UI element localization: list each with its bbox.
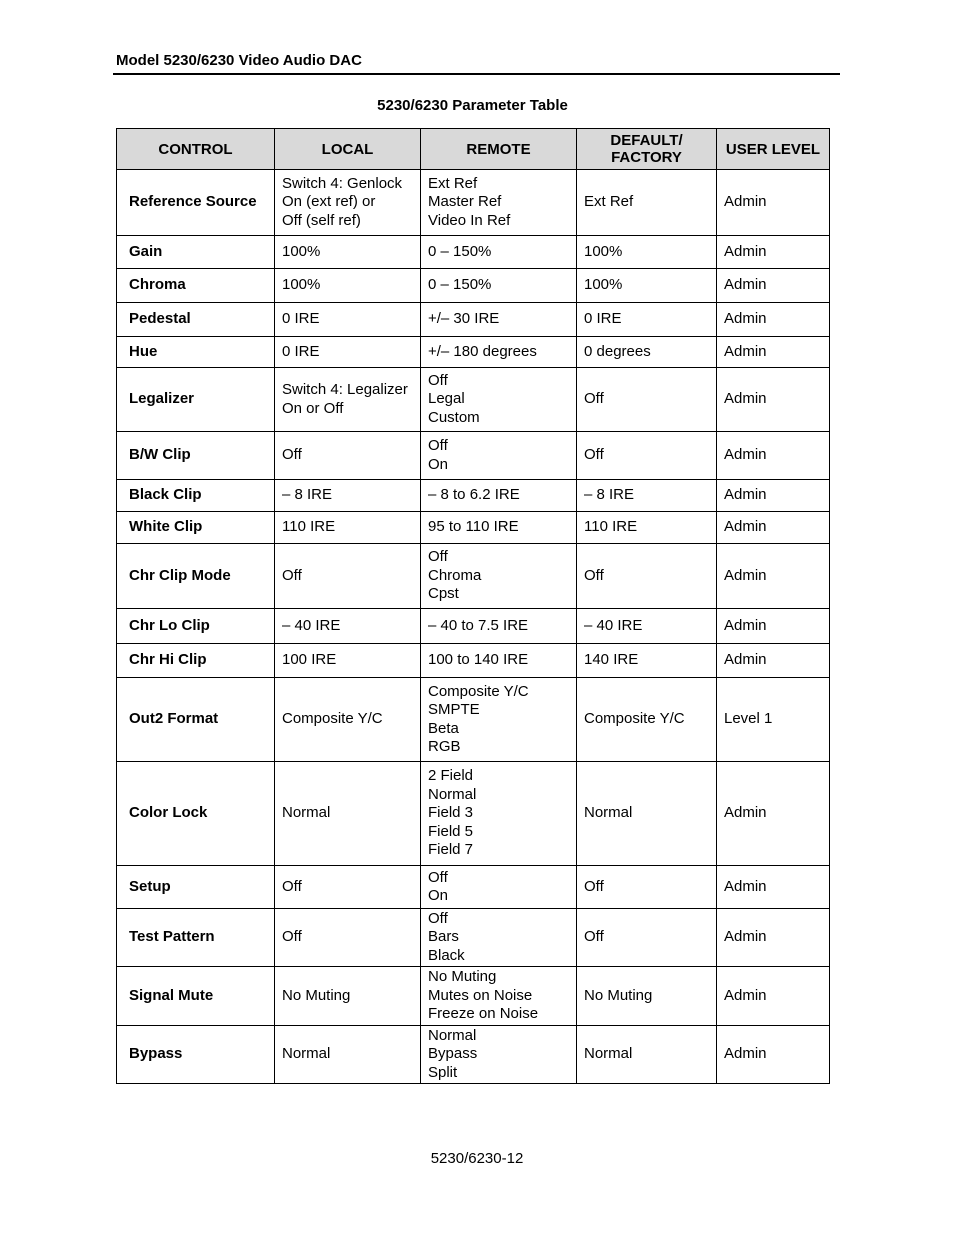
cell-control: Black Clip [117, 480, 275, 512]
cell-default-line: – 8 IRE [584, 486, 635, 504]
cell-local [275, 480, 421, 512]
cell-remote-line: On [428, 455, 449, 473]
cell-remote-line: Composite Y/C [428, 682, 529, 700]
cell-remote-line: No Muting [428, 968, 497, 986]
cell-remote [421, 337, 577, 368]
cell-default-line: 0 IRE [584, 310, 622, 328]
cell-local [275, 236, 421, 269]
cell-control: Gain [117, 236, 275, 269]
cell-user-level: Admin [717, 866, 830, 909]
cell-remote-line: 95 to 110 IRE [428, 518, 519, 536]
cell-remote-line: Mutes on Noise [428, 986, 533, 1004]
cell-remote-line: +/– 180 degrees [428, 342, 537, 360]
cell-remote-line: Normal [428, 785, 477, 803]
column-header-default-factory: DEFAULT/ FACTORY [577, 129, 717, 170]
cell-default-line: 0 degrees [584, 342, 651, 360]
cell-user-level: Admin [717, 368, 830, 432]
header-rule [113, 73, 840, 75]
column-header-remote: REMOTE [421, 129, 577, 170]
cell-remote-line: Beta [428, 719, 459, 737]
table-row [117, 866, 830, 909]
cell-user-level: Admin [717, 269, 830, 303]
cell-control: Chroma [117, 269, 275, 303]
cell-default-line: 100% [584, 276, 623, 294]
cell-user-level: Admin [717, 644, 830, 678]
cell-user-level: Admin [717, 432, 830, 480]
cell-local-line: Normal [282, 1045, 331, 1063]
cell-control: Signal Mute [117, 967, 275, 1026]
cell-remote [421, 236, 577, 269]
cell-local-line: On (ext ref) or [282, 193, 376, 211]
cell-remote-line: +/– 30 IRE [428, 310, 500, 328]
cell-default-line: Off [584, 566, 604, 584]
cell-remote-line: Off [428, 548, 448, 566]
cell-local [275, 368, 421, 432]
cell-local [275, 866, 421, 909]
cell-local [275, 678, 421, 762]
cell-remote [421, 368, 577, 432]
cell-remote-line: Cpst [428, 585, 459, 603]
column-header-user-level: USER LEVEL [717, 129, 830, 170]
cell-remote-line: Black [428, 946, 465, 964]
cell-default [577, 337, 717, 368]
cell-control: Pedestal [117, 303, 275, 337]
cell-remote-line: 2 Field [428, 767, 474, 785]
cell-control: Hue [117, 337, 275, 368]
cell-user-level: Admin [717, 303, 830, 337]
cell-default [577, 866, 717, 909]
cell-local-line: – 40 IRE [282, 616, 341, 634]
cell-default [577, 368, 717, 432]
cell-local-line: Off (self ref) [282, 211, 361, 229]
cell-default-line: 110 IRE [584, 518, 638, 536]
table-row [117, 1026, 830, 1084]
cell-remote [421, 644, 577, 678]
cell-default [577, 269, 717, 303]
cell-default-line: Off [584, 928, 604, 946]
cell-remote-line: On [428, 887, 449, 904]
cell-user-level: Admin [717, 1026, 830, 1084]
cell-local-line: Off [282, 877, 302, 895]
cell-remote-line: Master Ref [428, 193, 502, 211]
cell-local [275, 432, 421, 480]
cell-control: Test Pattern [117, 909, 275, 967]
cell-remote [421, 170, 577, 236]
cell-default [577, 762, 717, 866]
cell-default [577, 909, 717, 967]
cell-local-line: No Muting [282, 986, 351, 1004]
table-row [117, 644, 830, 678]
cell-local [275, 644, 421, 678]
cell-local [275, 269, 421, 303]
table-header-row [117, 129, 830, 170]
cell-remote-line: SMPTE [428, 701, 480, 718]
table-row [117, 967, 830, 1026]
cell-control: B/W Clip [117, 432, 275, 480]
cell-default-line: Off [584, 446, 604, 464]
cell-default-line: Normal [584, 1045, 633, 1063]
table-row [117, 303, 830, 337]
cell-control: Chr Clip Mode [117, 544, 275, 609]
cell-remote-line: Split [428, 1063, 458, 1081]
cell-control: Chr Lo Clip [117, 609, 275, 644]
cell-default-line: No Muting [584, 986, 653, 1004]
cell-local [275, 337, 421, 368]
cell-local-line: Off [282, 566, 302, 584]
cell-control: Color Lock [117, 762, 275, 866]
cell-remote [421, 480, 577, 512]
cell-local-line: On or Off [282, 399, 344, 417]
cell-default [577, 1026, 717, 1084]
cell-control: Setup [117, 866, 275, 909]
cell-remote-line: Custom [428, 408, 480, 426]
cell-default [577, 303, 717, 337]
cell-default-line: 100% [584, 242, 623, 260]
cell-default-line: Composite Y/C [584, 710, 685, 728]
cell-default-line: Ext Ref [584, 193, 634, 211]
cell-default [577, 432, 717, 480]
table-row [117, 512, 830, 544]
cell-local-line: 0 IRE [282, 310, 320, 328]
cell-control: White Clip [117, 512, 275, 544]
table-row [117, 480, 830, 512]
cell-remote-line: Bypass [428, 1045, 478, 1063]
cell-remote [421, 967, 577, 1026]
table-row [117, 609, 830, 644]
cell-default-line: Off [584, 390, 604, 408]
cell-remote-line: Video In Ref [428, 211, 511, 229]
table-row [117, 170, 830, 236]
page-number: 5230/6230-12 [430, 1150, 524, 1167]
cell-user-level: Admin [717, 544, 830, 609]
cell-default [577, 609, 717, 644]
cell-user-level: Level 1 [717, 678, 830, 762]
cell-default [577, 236, 717, 269]
column-header-control: CONTROL [117, 129, 275, 170]
cell-default [577, 967, 717, 1026]
cell-remote-line: Field 5 [428, 822, 474, 840]
cell-local-line: Normal [282, 804, 331, 822]
cell-remote-line: 0 – 150% [428, 276, 492, 294]
cell-user-level: Admin [717, 762, 830, 866]
column-header-local: LOCAL [275, 129, 421, 170]
parameter-table [116, 128, 830, 1084]
table-row [117, 544, 830, 609]
cell-remote [421, 512, 577, 544]
cell-local [275, 609, 421, 644]
table-body [117, 170, 830, 1084]
table-row [117, 678, 830, 762]
cell-local [275, 1026, 421, 1084]
cell-local-line: – 8 IRE [282, 486, 333, 504]
cell-user-level: Admin [717, 967, 830, 1026]
cell-user-level: Admin [717, 337, 830, 368]
cell-remote [421, 1026, 577, 1084]
cell-local-line: Off [282, 928, 302, 946]
cell-remote-line: 100 to 140 IRE [428, 651, 529, 669]
cell-default [577, 644, 717, 678]
cell-local-line: Off [282, 446, 302, 464]
cell-local [275, 909, 421, 967]
cell-remote [421, 762, 577, 866]
table-row [117, 269, 830, 303]
cell-local-line: 100% [282, 276, 321, 294]
table-row [117, 337, 830, 368]
cell-remote-line: Legal [428, 390, 465, 408]
cell-default [577, 544, 717, 609]
cell-default [577, 480, 717, 512]
cell-local-line: 100% [282, 242, 321, 260]
cell-default-line: Off [584, 877, 604, 895]
cell-control: Legalizer [117, 368, 275, 432]
cell-local [275, 170, 421, 236]
cell-default [577, 512, 717, 544]
table-row [117, 368, 830, 432]
cell-remote-line: Field 3 [428, 804, 474, 822]
cell-user-level: Admin [717, 236, 830, 269]
cell-remote-line: 0 – 150% [428, 242, 492, 260]
cell-remote-line: Off [428, 868, 448, 886]
cell-remote-line: – 40 to 7.5 IRE [428, 616, 529, 634]
cell-control: Out2 Format [117, 678, 275, 762]
cell-local [275, 544, 421, 609]
cell-user-level: Admin [717, 170, 830, 236]
cell-default-line: Normal [584, 804, 633, 822]
cell-local [275, 512, 421, 544]
cell-control: Chr Hi Clip [117, 644, 275, 678]
cell-remote [421, 609, 577, 644]
cell-remote [421, 678, 577, 762]
cell-remote-line: Field 7 [428, 841, 474, 859]
cell-user-level: Admin [717, 609, 830, 644]
cell-default [577, 170, 717, 236]
cell-remote [421, 544, 577, 609]
table-row [117, 236, 830, 269]
cell-remote [421, 432, 577, 480]
cell-default-line: – 40 IRE [584, 616, 643, 634]
cell-default [577, 678, 717, 762]
table-row [117, 432, 830, 480]
cell-user-level: Admin [717, 480, 830, 512]
cell-local [275, 762, 421, 866]
cell-local-line: Switch 4: Genlock [282, 174, 403, 192]
cell-local [275, 303, 421, 337]
cell-remote [421, 303, 577, 337]
cell-remote [421, 866, 577, 909]
cell-local-line: 0 IRE [282, 342, 320, 360]
cell-remote-line: RGB [428, 738, 461, 755]
cell-remote-line: Normal [428, 1026, 477, 1044]
cell-default-line: 140 IRE [584, 651, 639, 669]
table-row [117, 909, 830, 967]
cell-control: Bypass [117, 1026, 275, 1084]
document-header-title: Model 5230/6230 Video Audio DAC [116, 52, 362, 69]
cell-remote-line: Ext Ref [428, 174, 478, 192]
cell-remote [421, 269, 577, 303]
cell-remote-line: Off [428, 437, 448, 454]
cell-local-line: Switch 4: Legalizer [282, 381, 408, 398]
cell-remote [421, 909, 577, 967]
cell-local-line: 100 IRE [282, 651, 337, 669]
cell-control: Reference Source [117, 170, 275, 236]
cell-remote-line: Off [428, 909, 448, 927]
cell-local-line: 110 IRE [282, 518, 336, 536]
cell-user-level: Admin [717, 909, 830, 967]
cell-remote-line: Bars [428, 928, 459, 946]
cell-remote-line: Freeze on Noise [428, 1005, 539, 1023]
cell-local [275, 967, 421, 1026]
table-row [117, 762, 830, 866]
cell-remote-line: – 8 to 6.2 IRE [428, 486, 520, 504]
cell-user-level: Admin [717, 512, 830, 544]
cell-local-line: Composite Y/C [282, 710, 383, 728]
cell-remote-line: Off [428, 371, 448, 389]
table-caption: 5230/6230 Parameter Table [377, 97, 568, 114]
cell-remote-line: Chroma [428, 566, 482, 584]
